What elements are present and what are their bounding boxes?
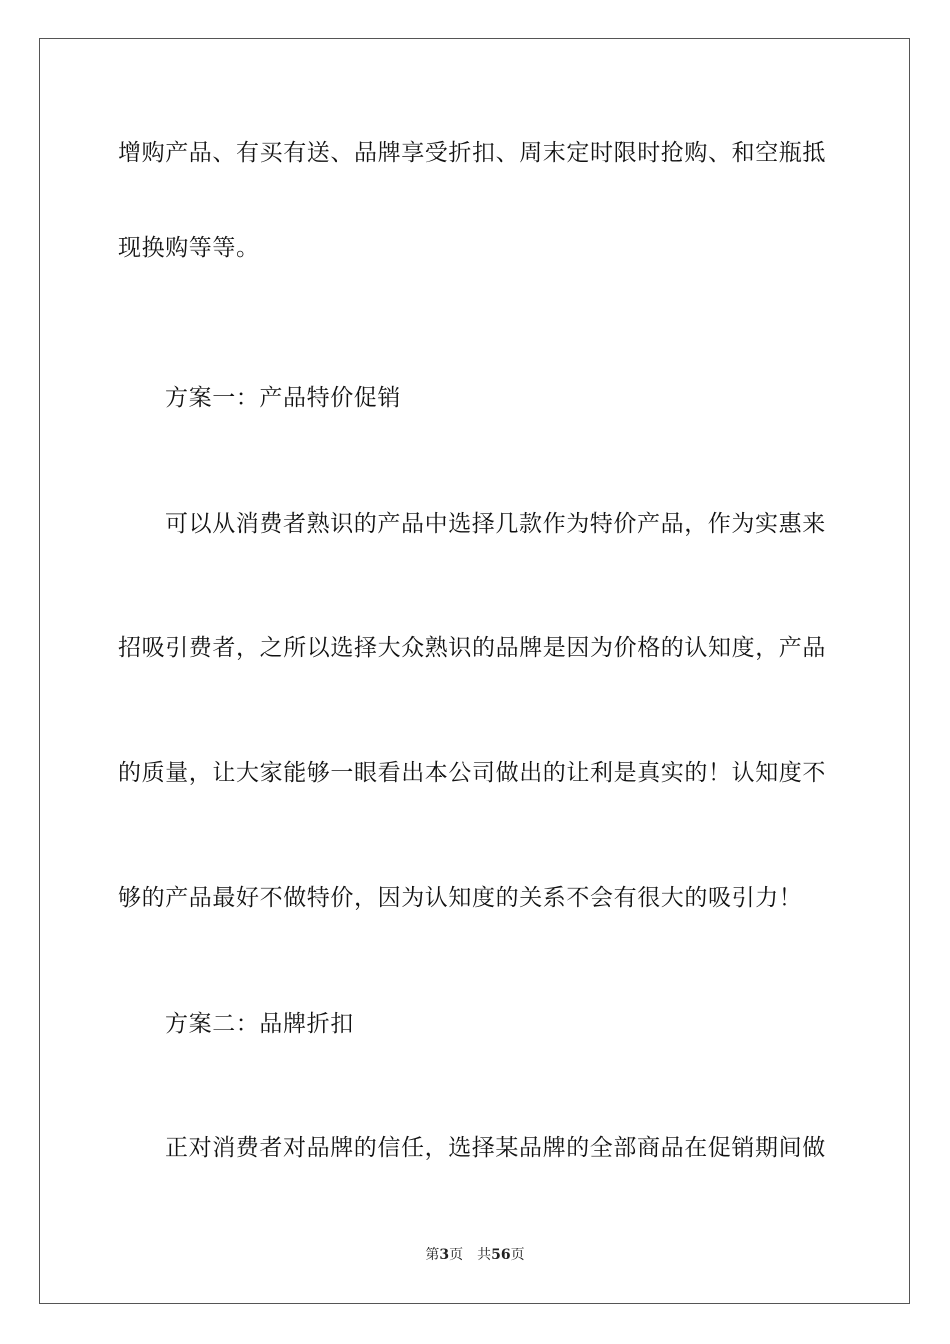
section-heading-2: 方案二：品牌折扣: [165, 1011, 354, 1037]
page-footer: [0, 1246, 950, 1264]
total-pages: 56: [491, 1247, 511, 1263]
paragraph-line: 正对消费者对品牌的信任，选择某品牌的全部商品在促销期间做: [165, 1135, 826, 1161]
total-suffix: 页: [510, 1247, 525, 1263]
section-heading-1: 方案一：产品特价促销: [165, 385, 401, 411]
page-suffix: 页: [449, 1247, 464, 1263]
page-frame: [39, 38, 910, 1304]
paragraph-line: 的质量，让大家能够一眼看出本公司做出的让利是真实的！认知度不: [118, 760, 826, 786]
paragraph-line: 可以从消费者熟识的产品中选择几款作为特价产品，作为实惠来: [165, 511, 826, 537]
page-prefix: 第: [425, 1247, 440, 1263]
paragraph-line: 增购产品、有买有送、品牌享受折扣、周末定时限时抢购、和空瓶抵: [118, 140, 826, 166]
paragraph-line: 招吸引费者，之所以选择大众熟识的品牌是因为价格的认知度，产品: [118, 635, 826, 661]
total-prefix: 共: [477, 1247, 492, 1263]
page-number: 3: [439, 1247, 450, 1263]
paragraph-line: 够的产品最好不做特价，因为认知度的关系不会有很大的吸引力！: [118, 885, 803, 911]
paragraph-line: 现换购等等。: [118, 235, 260, 261]
